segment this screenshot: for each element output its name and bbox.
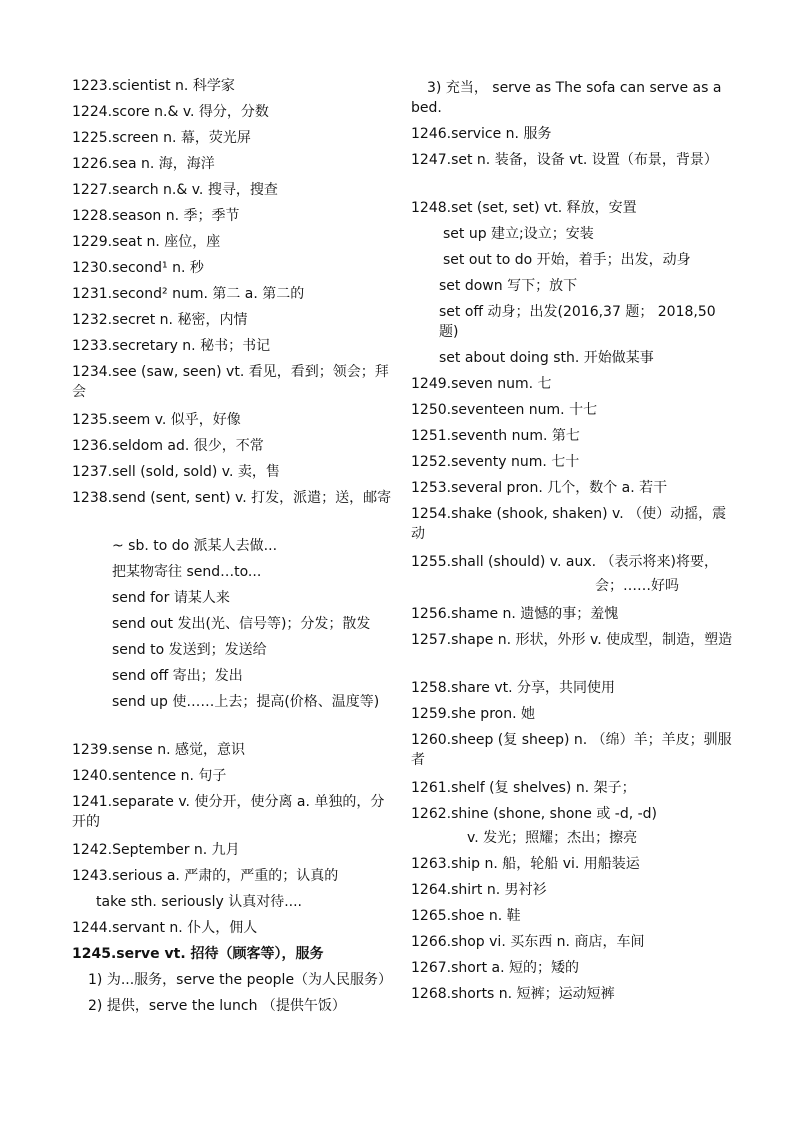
serve-sense-1: 1) 为...服务，serve the people（为人民服务） (88, 972, 393, 988)
phrase-send-to: send to 发送到；发送给 (112, 642, 267, 658)
entry-1253: 1253.several pron. 几个，数个 a. 若干 (411, 480, 668, 496)
entry-1268: 1268.shorts n. 短裤；运动短裤 (411, 986, 615, 1002)
entry-1262-cont: v. 发光；照耀；杰出；擦亮 (467, 830, 638, 846)
entry-1240: 1240.sentence n. 句子 (72, 768, 227, 784)
entry-1235: 1235.seem v. 似乎，好像 (72, 412, 241, 428)
entry-1256: 1256.shame n. 遗憾的事；羞愧 (411, 606, 619, 622)
entry-1231: 1231.second² num. 第二 a. 第二的 (72, 286, 305, 302)
entry-1238: 1238.send (sent, sent) v. 打发，派遣；送，邮寄 (72, 490, 392, 506)
entry-1227: 1227.search n.& v. 搜寻，搜查 (72, 182, 278, 198)
entry-1230: 1230.second¹ n. 秒 (72, 260, 204, 276)
entry-1254: 1254.shake (shook, shaken) v. （使）动摇，震动 (411, 506, 727, 542)
phrase-send-up: send up 使……上去；提高(价格、温度等) (112, 694, 380, 710)
phrase-send-off: send off 寄出；发出 (112, 668, 243, 684)
serve-sense-3: 3) 充当， serve as The sofa can serve as a bed. (411, 80, 722, 116)
entry-1239: 1239.sense n. 感觉，意识 (72, 742, 245, 758)
entry-1246: 1246.service n. 服务 (411, 126, 552, 142)
phrase-set-up: set up 建立;设立；安装 (443, 226, 594, 242)
entry-1258: 1258.share vt. 分享，共同使用 (411, 680, 616, 696)
entry-1243: 1243.serious a. 严肃的，严重的；认真的 (72, 868, 339, 884)
entry-1244: 1244.servant n. 仆人，佣人 (72, 920, 258, 936)
entry-1249: 1249.seven num. 七 (411, 376, 552, 392)
phrase-send-out: send out 发出(光、信号等)；分发；散发 (112, 616, 371, 632)
entry-1229: 1229.seat n. 座位，座 (72, 234, 221, 250)
serve-sense-2: 2) 提供，serve the lunch （提供午饭） (88, 998, 346, 1014)
phrase-set-off: set off 动身；出发(2016,37 题； 2018,50 题) (439, 304, 716, 340)
phrase-set-about: set about doing sth. 开始做某事 (439, 350, 654, 366)
entry-1261: 1261.shelf (复 shelves) n. 架子； (411, 780, 636, 796)
entry-1247: 1247.set n. 装备，设备 vt. 设置（布景，背景） (411, 152, 718, 168)
entry-1251: 1251.seventh num. 第七 (411, 428, 580, 444)
phrase-take-seriously: take sth. seriously 认真对待.... (96, 894, 303, 910)
phrase-send-for: send for 请某人来 (112, 590, 230, 606)
entry-1255-cont: 会；……好吗 (595, 578, 679, 594)
phrase-set-out-to-do: set out to do 开始，着手；出发，动身 (443, 252, 691, 268)
entry-1265: 1265.shoe n. 鞋 (411, 908, 521, 924)
entry-1252: 1252.seventy num. 七十 (411, 454, 580, 470)
entry-1234: 1234.see (saw, seen) vt. 看见，看到；领会；拜会 (72, 364, 389, 400)
entry-1266: 1266.shop vi. 买东西 n. 商店，车间 (411, 934, 645, 950)
entry-1259: 1259.she pron. 她 (411, 706, 535, 722)
phrase-set-down: set down 写下；放下 (439, 278, 578, 294)
entry-1224: 1224.score n.& v. 得分，分数 (72, 104, 269, 120)
entry-1233: 1233.secretary n. 秘书；书记 (72, 338, 271, 354)
entry-1237: 1237.sell (sold, sold) v. 卖，售 (72, 464, 280, 480)
entry-1232: 1232.secret n. 秘密，内情 (72, 312, 248, 328)
phrase-send-to-address: 把某物寄往 send…to... (112, 564, 262, 580)
entry-1241: 1241.separate v. 使分开，使分离 a. 单独的，分开的 (72, 794, 385, 830)
entry-1257: 1257.shape n. 形状，外形 v. 使成型，制造，塑造 (411, 632, 733, 648)
entry-1248: 1248.set (set, set) vt. 释放，安置 (411, 200, 637, 216)
entry-1262: 1262.shine (shone, shone 或 -d, -d) (411, 806, 658, 822)
phrase-send-sb-to-do: ~ sb. to do 派某人去做... (112, 538, 278, 554)
entry-1267: 1267.short a. 短的；矮的 (411, 960, 579, 976)
entry-1255: 1255.shall (should) v. aux. （表示将来)将要， (411, 554, 719, 570)
entry-1228: 1228.season n. 季；季节 (72, 208, 240, 224)
entry-1226: 1226.sea n. 海，海洋 (72, 156, 215, 172)
entry-1264: 1264.shirt n. 男衬衫 (411, 882, 547, 898)
entry-1236: 1236.seldom ad. 很少，不常 (72, 438, 264, 454)
entry-1242: 1242.September n. 九月 (72, 842, 240, 858)
entry-1263: 1263.ship n. 船，轮船 vi. 用船装运 (411, 856, 640, 872)
entry-1223: 1223.scientist n. 科学家 (72, 78, 235, 94)
entry-1260: 1260.sheep (复 sheep) n. （绵）羊；羊皮；驯服者 (411, 732, 732, 768)
entry-1250: 1250.seventeen num. 十七 (411, 402, 598, 418)
entry-1225: 1225.screen n. 幕，荧光屏 (72, 130, 251, 146)
entry-1245: 1245.serve vt. 招待（顾客等），服务 (72, 946, 324, 962)
